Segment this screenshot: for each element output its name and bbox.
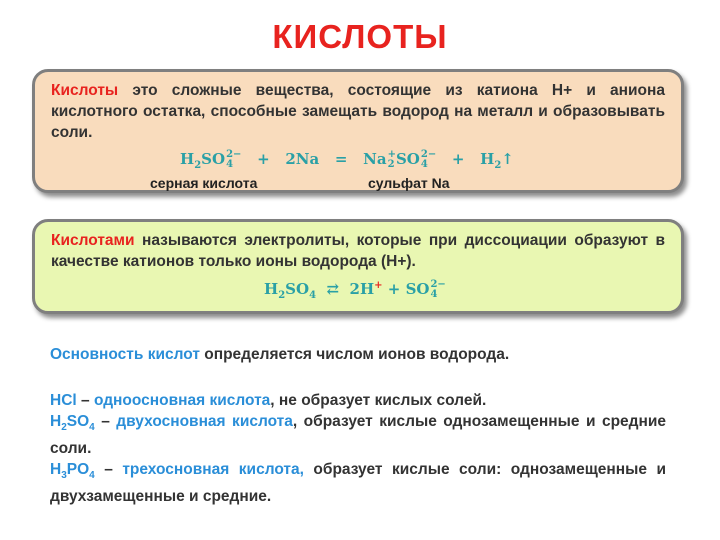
eq-cation-charge: + (374, 280, 383, 291)
eq-anion-ion (430, 280, 445, 300)
ion-index: 2 (387, 159, 395, 170)
formula-sub: 4 (89, 422, 95, 434)
eq-salt-so: SO (395, 150, 420, 168)
dash: – (94, 413, 117, 430)
acid-type: одноосновная кислота (93, 392, 271, 409)
eq-cation: 2H (349, 280, 375, 298)
ion-index: 4 (430, 289, 438, 300)
example-hcl (50, 390, 666, 411)
acid-type: трехосновная кислота, (122, 461, 304, 479)
ion-charge: + (387, 149, 396, 160)
gas-arrow-icon: ↑ (501, 150, 514, 168)
page-title: КИСЛОТЫ (272, 18, 448, 55)
basicity-text: определяется числом ионов водорода. (199, 346, 510, 363)
formula-sub: 3 (61, 470, 67, 482)
reaction-equation (180, 150, 514, 171)
formula-part: H (50, 461, 62, 479)
eq-gas-sub: 2 (494, 160, 502, 171)
eq-acid-h: H (264, 280, 279, 298)
formula (50, 461, 95, 482)
formula-part: PO (66, 461, 90, 479)
eq-acid-sub: 2 (278, 290, 286, 301)
examples-list (50, 390, 666, 507)
eq-plus: + (257, 150, 270, 168)
definition-body: называются электролиты, которые при диссоциации образуют в качестве катионов только ионы водорода (H+). (51, 232, 665, 270)
eq-salt-anion (421, 150, 436, 170)
eq-salt-na: Na (363, 150, 387, 168)
eq-acid-h: H (180, 150, 195, 168)
eq-acid-so: SO (285, 280, 310, 298)
term-acids: Кислоты (51, 82, 119, 99)
dash: – (94, 461, 123, 479)
ion-index: 4 (420, 159, 428, 170)
eq-acid-sub: 4 (309, 290, 317, 301)
ion-index: 4 (226, 159, 234, 170)
eq-acid-so: SO (201, 150, 226, 168)
dissociation-equation (264, 280, 446, 301)
dash: – (76, 392, 94, 409)
equilibrium-arrow-icon: ⇄ (326, 280, 340, 298)
eq-equals: = (334, 150, 348, 168)
ion-charge: 2− (430, 279, 446, 290)
eq-acid-sub: 2 (194, 160, 202, 171)
example-h3po4 (50, 459, 666, 507)
caption-acid: серная кислота (150, 175, 258, 191)
eq-acid-ion (226, 150, 241, 170)
definition-text (51, 80, 665, 143)
ion-charge: 2− (420, 149, 437, 160)
definition-text (51, 230, 665, 272)
eq-plus: + (387, 280, 401, 298)
eq-metal: 2Na (285, 150, 320, 168)
definition-box-acids (32, 69, 684, 193)
eq-gas-h: H (480, 150, 495, 168)
eq-salt-na-ion (388, 150, 396, 170)
formula: HCl (50, 392, 77, 409)
formula-sub: 2 (61, 422, 67, 434)
definition-body: это сложные вещества, состоящие из катиона H+ и аниона кислотного остатка, способные замещать водород на металл и образовывать соли. (51, 82, 665, 141)
example-text: , образует кислые однозамещенные и средние соли. (50, 413, 667, 458)
formula-part: SO (66, 413, 90, 430)
caption-salt: сульфат Na (368, 175, 450, 191)
example-h2so4 (50, 411, 666, 459)
example-text: образует кислые соли: однозамещенные и двухзамещенные и средние. (50, 461, 667, 506)
acid-type: двухосновная кислота (116, 413, 293, 430)
eq-anion: SO (405, 280, 430, 298)
formula-sub: 4 (89, 470, 95, 482)
formula-part: H (50, 413, 62, 430)
term-acids-electrolytes: Кислотами (51, 232, 135, 249)
example-text: , не образует кислых солей. (270, 392, 487, 409)
basicity-line (50, 344, 666, 365)
eq-plus: + (451, 150, 465, 168)
formula (50, 413, 95, 434)
basicity-term: Основность кислот (50, 346, 200, 363)
ion-charge: 2− (226, 149, 242, 160)
